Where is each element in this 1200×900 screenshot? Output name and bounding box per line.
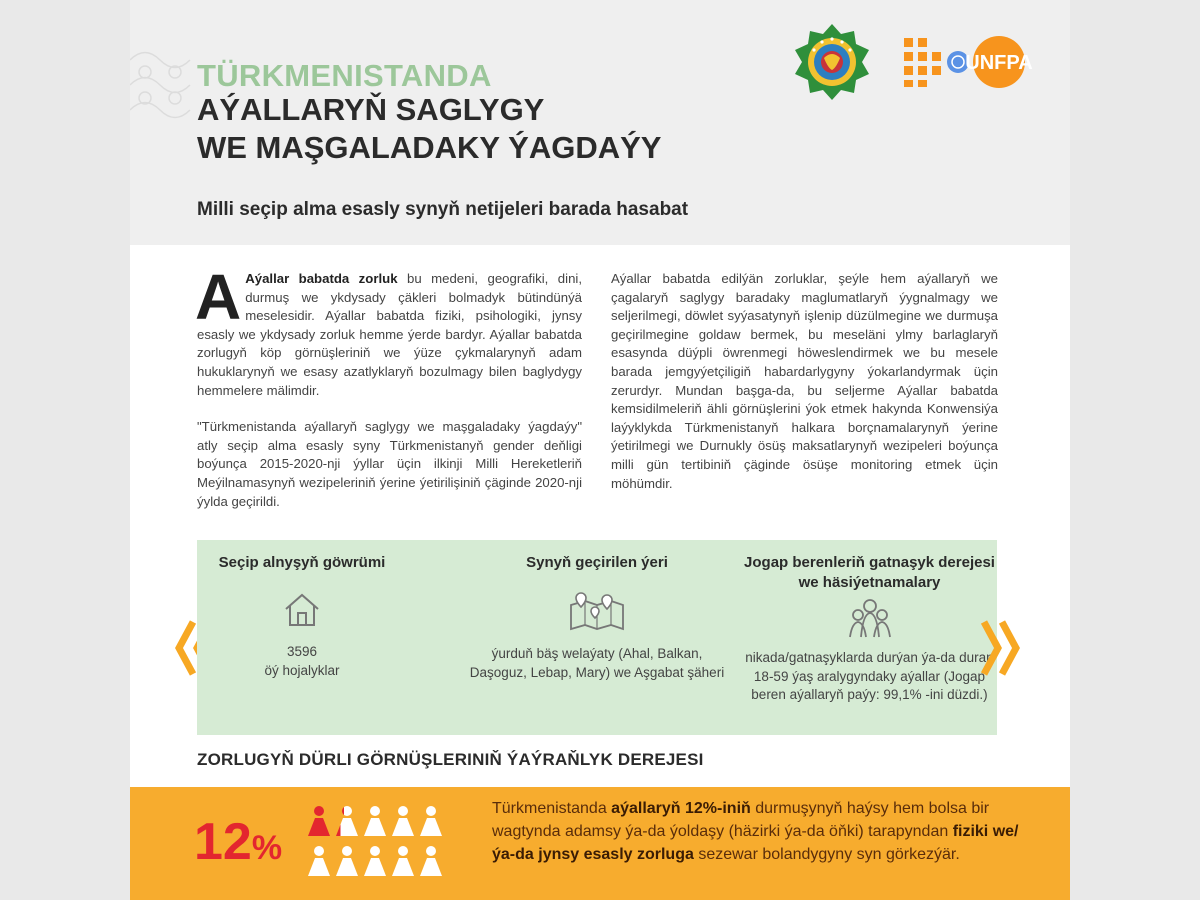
intro-paragraph-1-text: bu medeni, geografiki, dini, durmuş we ykdysady çäkleri bolmadyk bütindünýä meselesidir. Aýallar babatda fiziki, psihologiki, jynsy esasly we ykdysady zorluk hemme ýerde bardyr. Aýallar babatda zorlugyň köp görnüşleriniň we ýüze çykmalarynyň adam hukuklarynyň we esasy azatlyklaryň bozulmagy bilen baglydygy hemmelere mälimdir. — [197, 271, 582, 398]
intro-paragraph-3: Aýallar babatda edilýän zorluklar, şeýle hem aýallaryň we çagalaryň saglygy baradaky maglumatlaryň ýygnalmagy we seljerilmegi, döwlet syýasatynyň işlenip düzülmegine we durmuşa geçirilmegine goldaw bermek, bu meseläni ylmy barlaglaryň esasynda düýpli öwrenmegi höweslendirmek we bu mesele barada jemgyýetçiligiň habardarlygyny ýokarlandyrmak üçin zerurdyr. Mundan başga-da, bu seljerme Aýallar babatda kemsidilmeleriň ähli görnüşlerini ýok etmek hakynda Konwensiýa laýyklykda Türkmenistanyň halkara borçnamalarynyň ýerine ýetirilmegi we Durnukly ösüş maksatlarynyň wezipeleri boýunça milli gün tertibiniň çäginde ösüşe monitoring etmek üçin möhümdir. — [611, 271, 998, 491]
stat-text-mid: durmuşynyň haýsy hem bolsa bir wagtynda adamsy ýa-da ýoldaşy (häzirki ýa-da öňki) tarapyndan — [492, 800, 990, 840]
survey-location-block — [467, 540, 727, 682]
intro-paragraph-2: "Türkmenistanda aýallaryň saglygy we maşgaladaky ýagdaýy" atly seçip alma esasly syny Türkmenistanyň gender deňligi boýunça 2015-2020-nji ýyllar üçin ilkinji Milli Hereketleriň Meýilnamasynyň wezipeleriniň ýerine ýetirilişiniň çäginde 2020-nji ýylda geçirildi. — [197, 419, 582, 509]
woman-pictogram — [308, 846, 330, 876]
respondents-title-line-2: we häsiýetnamalary — [798, 574, 941, 591]
intro-column-right — [611, 270, 998, 511]
woman-pictogram — [308, 806, 330, 836]
woman-pictogram — [392, 806, 414, 836]
respondents-text: nikada/gatnaşyklarda durýan ýa-da duran 18-59 ýaş aralygyndaky aýallar (Jogap beren aýallaryň paýy: 99,1% -ini düzdi.) — [745, 650, 994, 702]
sample-size-block — [197, 540, 407, 680]
sample-size-value: 3596 — [286, 644, 318, 659]
stat-number: 12 — [194, 813, 252, 871]
woman-pictogram — [336, 806, 358, 836]
stat-text-bold-2: fiziki we/ýa-da jynsy esasly zorluga — [492, 823, 1019, 863]
page-title-line-1: AÝALLARYŇ SAGLYGY — [197, 92, 545, 127]
page-title-line-2: WE MAŞGALADAKY ÝAGDAÝY — [197, 130, 662, 165]
stat-text-post: sezewar bolandygyny syn görkezýär. — [693, 846, 960, 863]
woman-pictogram — [392, 846, 414, 876]
title-kicker: TÜRKMENISTANDA — [197, 58, 492, 93]
house-icon — [282, 591, 322, 629]
women-group-icon — [848, 597, 892, 639]
stat-text-pre: Türkmenistanda — [492, 800, 612, 817]
decorative-pattern — [130, 40, 200, 130]
stat-percentage — [194, 812, 282, 872]
sample-size-unit: öý hojalyklar — [264, 662, 340, 678]
survey-info-panel — [197, 540, 997, 735]
stat-text-bold-1: aýallaryň 12%-iniň — [611, 800, 751, 817]
svg-text:UNFPA: UNFPA — [965, 52, 1033, 74]
intro-paragraph-1 — [195, 261, 582, 400]
header — [130, 0, 1070, 245]
respondents-title-line-1: Jogap berenleriň gatnaşyk derejesi — [744, 554, 995, 571]
unfpa-logo — [904, 36, 1034, 88]
page-subtitle: Milli seçip alma esasly synyň netijeleri barada hasabat — [197, 199, 689, 220]
section-title: ZORLUGYŇ DÜRLI GÖRNÜŞLERINIŇ ÝAÝRAŇLYK DEREJESI — [197, 750, 704, 769]
woman-pictogram — [364, 846, 386, 876]
intro-column-left — [195, 261, 582, 529]
report-page — [130, 0, 1070, 900]
woman-pictogram — [364, 806, 386, 836]
woman-pictogram — [420, 806, 442, 836]
turkmenistan-emblem — [792, 22, 872, 102]
intro-bold-lead: Aýallar babatda zorluk — [245, 271, 398, 286]
woman-pictogram — [420, 846, 442, 876]
chevron-right-icon[interactable] — [978, 618, 1024, 678]
woman-pictogram — [336, 846, 358, 876]
survey-location-title: Synyň geçirilen ýeri — [526, 554, 668, 571]
map-pins-icon — [567, 591, 627, 631]
sample-size-title: Seçip alnyşyň göwrümi — [218, 554, 386, 571]
women-pictogram-grid — [305, 803, 445, 883]
dropcap: A — [195, 261, 242, 333]
stat-description — [492, 797, 1032, 866]
survey-location-text: ýurduň bäş welaýaty (Ahal, Balkan, Daşoguz, Lebap, Mary) we Aşgabat şäheri — [469, 646, 725, 680]
stat-percent-sign: % — [251, 829, 283, 867]
prevalence-stat-bar — [130, 787, 1070, 900]
respondents-block — [742, 540, 997, 705]
